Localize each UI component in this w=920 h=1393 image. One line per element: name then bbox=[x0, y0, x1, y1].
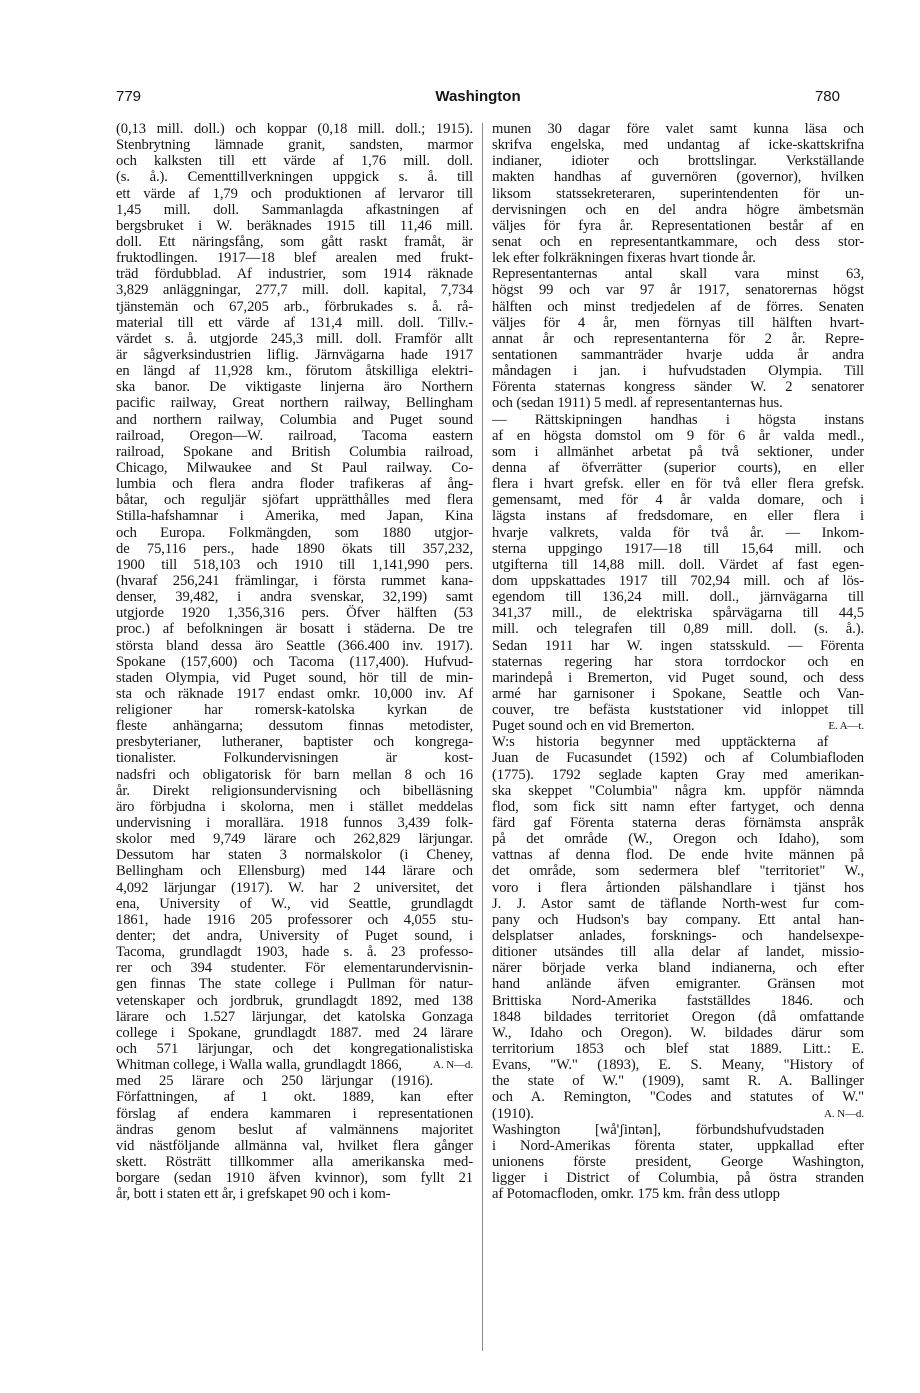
line-text: rer och 394 studenter. För elementarundervisnin- bbox=[116, 960, 473, 977]
line-text: ett värde af 1,79 och produktionen af lervaror till bbox=[116, 185, 473, 202]
text-line bbox=[492, 428, 864, 444]
author-signature: A. N—d. bbox=[824, 1107, 864, 1120]
line-text: Sedan 1911 har W. ingen statsskuld. — Förenta bbox=[492, 637, 864, 654]
line-text: railroad, Spokane and British Columbia railroad, bbox=[116, 443, 473, 460]
text-line bbox=[492, 492, 864, 508]
line-text: största bland dessa äro Seattle (366.400 inv. 1917). bbox=[116, 637, 473, 654]
line-text: 341,37 mill., de elektriska spårvägarna till 44,5 bbox=[492, 605, 864, 622]
line-text: college i Spokane, grundlagdt 1887. med 24 lärare bbox=[116, 1024, 473, 1041]
line-text: äro förbjudna i skolorna, men i stället meddelas bbox=[116, 798, 473, 815]
line-text: proc.) af befolkningen är bosatt i städerna. De tre bbox=[116, 621, 473, 638]
line-text: voro i flera årtionden pälshandlare i tjänst hos bbox=[492, 879, 864, 896]
text-line bbox=[116, 476, 473, 492]
line-text: ena, University of W., vid Seattle, grundlagdt bbox=[116, 895, 473, 912]
text-line bbox=[116, 863, 473, 879]
text-line bbox=[116, 460, 473, 476]
line-text: senat och en representantkammare, och dess stor- bbox=[492, 233, 864, 250]
text-line bbox=[492, 1057, 864, 1073]
text-line bbox=[492, 525, 864, 541]
text-line bbox=[116, 186, 473, 202]
text-line bbox=[492, 799, 864, 815]
text-line bbox=[492, 169, 864, 185]
line-text: (0,13 mill. doll.) och koppar (0,18 mill. doll.; 1915). bbox=[116, 121, 473, 137]
line-text: Evans, "W." (1893), E. S. Meany, "History of bbox=[492, 1057, 864, 1074]
line-text: högst 99 och var 97 år 1917, senatorernas högst bbox=[492, 282, 864, 299]
line-text: unionens förste president, George Washington, bbox=[492, 1154, 864, 1170]
line-text: och Europa. Folkmängden, som 1880 utgjor- bbox=[116, 524, 473, 541]
line-text: ditioner utsändes till alla delar af landet, missio- bbox=[492, 944, 864, 961]
line-text: båtar, och reguljär sjöfart upprätthålles med flera bbox=[116, 492, 473, 509]
text-line bbox=[492, 186, 864, 202]
line-text: munen 30 dagar före valet samt kunna läsa och bbox=[492, 121, 864, 137]
text-line bbox=[116, 137, 473, 153]
text-line bbox=[492, 1041, 864, 1057]
line-text: pany och Hudson's bay company. Ett antal han- bbox=[492, 911, 864, 928]
line-text: närer började verka bland indianerna, och efter bbox=[492, 960, 864, 977]
line-text: vattnas af denna flod. De ende hvite männen på bbox=[492, 847, 864, 864]
text-line bbox=[116, 299, 473, 315]
line-text: och kalksten till ett värde af 1,76 mill. doll. bbox=[116, 153, 473, 170]
text-line bbox=[492, 266, 864, 282]
text-line bbox=[116, 880, 473, 896]
running-head: Washington bbox=[435, 88, 521, 105]
text-line bbox=[492, 1025, 864, 1041]
line-text: pacific railway, Great northern railway, Bellingham bbox=[116, 395, 473, 412]
line-text: och A. Remington, "Codes and statutes of W." bbox=[492, 1089, 864, 1106]
text-line bbox=[492, 638, 864, 654]
line-text: 1848 bildades territoriet Oregon (då omfattande bbox=[492, 1008, 864, 1025]
text-line bbox=[116, 492, 473, 508]
line-text: träd fördubblad. Af industrier, som 1914 räknade bbox=[116, 266, 473, 283]
line-text: territorium 1853 och blef stat 1889. Litt.: E. bbox=[492, 1041, 864, 1058]
text-line bbox=[492, 928, 864, 944]
line-text: presbyterianer, lutheraner, baptister och kongrega- bbox=[116, 734, 473, 751]
text-line bbox=[492, 1170, 864, 1186]
line-text: W., Idaho och Oregon). W. bildades därur som bbox=[492, 1024, 864, 1041]
text-line bbox=[492, 734, 864, 750]
line-text: fruktodlingen. 1917—18 blef arealen med frukt- bbox=[116, 250, 473, 267]
text-line bbox=[116, 976, 473, 992]
text-line bbox=[116, 363, 473, 379]
text-line bbox=[492, 1138, 864, 1154]
text-line bbox=[116, 444, 473, 460]
text-line bbox=[116, 621, 473, 637]
text-line bbox=[492, 218, 864, 234]
line-text: dom uppskattades 1917 till 702,94 mill. och af lös- bbox=[492, 572, 864, 589]
line-text: couver, tre befästa kuststationer vid inloppet till bbox=[492, 702, 864, 719]
text-line bbox=[492, 121, 864, 137]
line-text: utgjorde 1920 1,356,316 pers. Öfver hälften (53 bbox=[116, 605, 473, 622]
line-text: Chicago, Milwaukee and St Paul railway. Co- bbox=[116, 459, 473, 476]
line-text: (hvaraf 256,241 främlingar, i första rummet kana- bbox=[116, 572, 473, 589]
text-line bbox=[116, 960, 473, 976]
line-text: tjänstemän och 67,205 arb., förbrukades s. å. rå- bbox=[116, 298, 473, 315]
line-text: Tacoma, grundlagdt 1903, hade s. å. 23 professo- bbox=[116, 944, 473, 961]
text-line bbox=[116, 218, 473, 234]
text-line bbox=[116, 718, 473, 734]
line-text: hand anlände äfven emigranter. Gränsen mot bbox=[492, 976, 864, 993]
line-text: 1900 till 518,103 och 1910 till 1,141,990 pers. bbox=[116, 556, 473, 573]
text-line bbox=[492, 944, 864, 960]
column-rule bbox=[482, 123, 483, 1351]
line-text: denter; det andra, University of Puget sound, i bbox=[116, 928, 473, 945]
text-line bbox=[492, 783, 864, 799]
line-text: makten handhas af guvernören (governor), hvilken bbox=[492, 169, 864, 186]
text-line bbox=[492, 363, 864, 379]
text-line bbox=[116, 153, 473, 169]
line-text: gen finnas The state college i Pullman för natur- bbox=[116, 976, 473, 993]
line-text: skrifva engelska, med undantag af icke-skattskrifna bbox=[492, 137, 864, 154]
text-line bbox=[492, 1106, 864, 1122]
line-text: Whitman college, i Walla walla, grundlagdt 1866, bbox=[116, 1057, 402, 1074]
line-text: annat år och representanterna för 2 år. Repre- bbox=[492, 330, 864, 347]
line-text: sta och räknade 1917 endast omkr. 10,000 inv. Af bbox=[116, 685, 473, 702]
text-line bbox=[492, 476, 864, 492]
line-text: år. Direkt religionsundervisning och bibelläsning bbox=[116, 782, 473, 799]
text-line bbox=[116, 557, 473, 573]
line-text: Bellingham och Ellensburg) med 144 lärare och bbox=[116, 863, 473, 880]
text-line bbox=[492, 1154, 864, 1170]
text-line bbox=[492, 508, 864, 524]
text-line bbox=[116, 525, 473, 541]
text-line bbox=[492, 896, 864, 912]
line-text: af Potomacfloden, omkr. 175 km. från dess utlopp bbox=[492, 1186, 780, 1203]
text-line bbox=[492, 395, 864, 411]
text-line bbox=[492, 412, 864, 428]
line-text: borgare (sedan 1910 äfven kvinnor), som fyllt 21 bbox=[116, 1170, 473, 1187]
line-text: W:s historia begynner med upptäckterna af bbox=[492, 734, 829, 751]
line-text: 1,45 mill. doll. Sammanlagda afkastningen af bbox=[116, 201, 473, 218]
text-line bbox=[492, 379, 864, 395]
text-line bbox=[492, 960, 864, 976]
line-text: förslag af endera kammaren i representationen bbox=[116, 1105, 473, 1122]
line-text: — Rättskipningen handhas i högsta instans bbox=[492, 411, 864, 428]
line-text: Dessutom har staten 3 normalskolor (i Cheney, bbox=[116, 847, 473, 864]
text-line bbox=[492, 589, 864, 605]
text-line bbox=[492, 347, 864, 363]
text-line bbox=[492, 993, 864, 1009]
line-text: skett. Rösträtt tillkommer alla amerikanska med- bbox=[116, 1154, 473, 1170]
line-text: delsplatser anlades, forsknings- och handelsexpe- bbox=[492, 928, 864, 945]
text-line bbox=[116, 1186, 473, 1202]
text-line bbox=[492, 767, 864, 783]
line-text: undervisning i morallära. 1918 funnos 3,439 folk- bbox=[116, 815, 473, 832]
text-line bbox=[116, 1041, 473, 1057]
text-line bbox=[492, 621, 864, 637]
text-line bbox=[116, 686, 473, 702]
line-text: 1861, hade 1916 205 professorer och 4,055 stu- bbox=[116, 911, 473, 928]
line-text: Puget sound och en vid Bremerton. bbox=[492, 718, 695, 735]
text-line bbox=[492, 605, 864, 621]
text-line bbox=[116, 896, 473, 912]
line-text: (s. å.). Cementtillverkningen uppgick s. å. till bbox=[116, 169, 473, 186]
text-line bbox=[116, 169, 473, 185]
line-text: railroad, Oregon—W. railroad, Tacoma eastern bbox=[116, 427, 473, 444]
text-line bbox=[492, 815, 864, 831]
text-line bbox=[116, 1009, 473, 1025]
line-text: liksom statssekreteraren, superintendenten för un- bbox=[492, 185, 864, 202]
line-text: i Nord-Amerikas förenta stater, uppkallad efter bbox=[492, 1137, 864, 1154]
text-line bbox=[492, 234, 864, 250]
text-line bbox=[116, 315, 473, 331]
line-text: ändras genom beslut af valmännens majoritet bbox=[116, 1121, 473, 1138]
author-signature: E. A—t. bbox=[828, 720, 864, 733]
line-text: mill. och telegrafen till 0,89 mill. doll. (s. å.). bbox=[492, 621, 864, 638]
line-text: år, bott i staten ett år, i grefskapet 90 och i kom- bbox=[116, 1186, 391, 1203]
line-text: gemensamt, med för 4 år valda domare, och i bbox=[492, 492, 864, 509]
line-text: skolor med 9,749 lärare och 262,829 lärjungar. bbox=[116, 831, 473, 848]
line-text: ligger i District of Columbia, på östra stranden bbox=[492, 1170, 864, 1187]
line-text: 3,829 anläggningar, 277,7 mill. doll. kapital, 7,734 bbox=[116, 282, 473, 299]
text-line bbox=[116, 541, 473, 557]
text-line bbox=[116, 1154, 473, 1170]
line-text: marindepå i Bremerton, vid Puget sound, och dess bbox=[492, 669, 864, 686]
text-line bbox=[116, 815, 473, 831]
text-line bbox=[116, 508, 473, 524]
line-text: 4,092 lärjungar (1917). W. har 2 universitet, det bbox=[116, 879, 473, 896]
text-line bbox=[116, 347, 473, 363]
line-text: hälften och minst tredjedelen af de förres. Senaten bbox=[492, 298, 864, 315]
line-text: på det område (W., Oregon och Idaho), som bbox=[492, 831, 864, 848]
page-number-right: 780 bbox=[814, 88, 840, 105]
line-text: flod, som fick sitt namn efter fartyget, och denna bbox=[492, 798, 864, 815]
text-line bbox=[116, 670, 473, 686]
text-line bbox=[116, 944, 473, 960]
text-line bbox=[492, 912, 864, 928]
text-line bbox=[116, 912, 473, 928]
page-number-left: 779 bbox=[116, 88, 142, 105]
text-line bbox=[492, 137, 864, 153]
line-text: ska skeppet "Columbia" några km. uppför nämnda bbox=[492, 782, 864, 799]
line-text: och (sedan 1911) 5 medl. af representanternas hus. bbox=[492, 395, 783, 412]
line-text: J. J. Astor samt de täflande North-west fur com- bbox=[492, 895, 864, 912]
text-line bbox=[116, 1106, 473, 1122]
line-text: armé har garnisoner i Spokane, Seattle och Van- bbox=[492, 685, 864, 702]
text-line bbox=[116, 282, 473, 298]
text-line bbox=[116, 428, 473, 444]
line-text: Stilla-hafshamnar i Amerika, med Japan, Kina bbox=[116, 508, 473, 525]
line-text: indianer, idioter och brottslingar. Verkställande bbox=[492, 153, 864, 170]
line-text: måndagen i jan. i hufvudstaden Olympia. Till bbox=[492, 363, 864, 380]
text-line bbox=[116, 638, 473, 654]
text-line bbox=[116, 331, 473, 347]
line-text: värdet s. å. utgjorde 245,3 mill. doll. Framför allt bbox=[116, 330, 473, 347]
text-line bbox=[492, 331, 864, 347]
text-line bbox=[492, 880, 864, 896]
text-line bbox=[116, 847, 473, 863]
line-text: doll. Ett näringsfång, som gått raskt framåt, är bbox=[116, 233, 473, 250]
line-text: fleste anhängarna; dessutom finnas metodister, bbox=[116, 718, 473, 735]
text-line bbox=[116, 734, 473, 750]
line-text: som i allmänhet arbetat på två sektioner, under bbox=[492, 443, 864, 460]
line-text: Spokane (157,600) och Tacoma (117,400). Hufvud- bbox=[116, 653, 473, 670]
line-text: ska banor. De viktigaste linjerna äro Northern bbox=[116, 379, 473, 396]
text-line bbox=[116, 395, 473, 411]
line-text: staden Olympia, vid Puget sound, hör till de min- bbox=[116, 669, 473, 686]
line-text: vid nästföljande allmänna val, hvilket flera gånger bbox=[116, 1137, 473, 1154]
text-line bbox=[116, 573, 473, 589]
text-line bbox=[492, 250, 864, 266]
line-text: en längd af 11,928 km., förutom åtskilliga elektri- bbox=[116, 363, 473, 380]
text-line bbox=[492, 831, 864, 847]
line-text: Förenta staternas kongress sänder W. 2 senatorer bbox=[492, 379, 864, 396]
text-line bbox=[116, 831, 473, 847]
text-line bbox=[492, 282, 864, 298]
line-text: lärare och 1.527 lärjungar, det katolska Gonzaga bbox=[116, 1008, 473, 1025]
text-line bbox=[116, 799, 473, 815]
line-text: det område, som sedermera blef "territoriet" W., bbox=[492, 863, 864, 880]
text-line bbox=[116, 234, 473, 250]
text-line bbox=[492, 573, 864, 589]
line-text: nadsfri och obligatorisk för barn mellan 8 och 16 bbox=[116, 766, 473, 783]
text-line bbox=[116, 266, 473, 282]
line-text: bergsbruket i W. beräknades 1915 till 11,46 mill. bbox=[116, 217, 473, 234]
page-header bbox=[116, 88, 840, 110]
line-text: staternas regering har stora torrdockor och en bbox=[492, 653, 864, 670]
line-text: Representanternas antal skall vara minst 63, bbox=[492, 266, 864, 283]
text-line bbox=[116, 654, 473, 670]
line-text: denser, 39,482, i andra svenskar, 32,199) samt bbox=[116, 589, 473, 606]
text-line bbox=[116, 783, 473, 799]
author-signature: A. N—d. bbox=[433, 1059, 473, 1072]
text-line bbox=[492, 976, 864, 992]
line-text: denna af öfverrätter (superior courts), en eller bbox=[492, 459, 864, 476]
line-text: sterna uppgingo 1917—18 till 15,64 mill. och bbox=[492, 540, 864, 557]
line-text: sentationen sammanträder hvarje udda år andra bbox=[492, 346, 864, 363]
text-line bbox=[492, 1073, 864, 1089]
text-line bbox=[492, 557, 864, 573]
text-line bbox=[116, 1138, 473, 1154]
line-text: väljes för fyra år. Representationen består af en bbox=[492, 217, 864, 234]
line-text: lägsta instans af fredsdomare, en eller flera i bbox=[492, 508, 864, 525]
text-line bbox=[492, 1009, 864, 1025]
line-text: tionalister. Folkundervisningen är kost- bbox=[116, 750, 473, 767]
line-text: Washington [wå'ʃintən], förbundshufvudstaden bbox=[492, 1121, 825, 1138]
text-line bbox=[492, 541, 864, 557]
text-line bbox=[492, 654, 864, 670]
line-text: the state of W." (1909), samt R. A. Ballinger bbox=[492, 1073, 864, 1090]
text-line bbox=[116, 928, 473, 944]
line-text: (1775). 1792 seglade kapten Gray med amerikan- bbox=[492, 766, 864, 783]
line-text: Juan de Fucasundet (1592) och af Columbiafloden bbox=[492, 750, 864, 767]
text-line bbox=[116, 1170, 473, 1186]
text-line bbox=[116, 412, 473, 428]
left-column bbox=[116, 121, 473, 1357]
text-line bbox=[116, 1073, 473, 1089]
line-text: och 571 lärjungar, och det kongregationalistiska bbox=[116, 1041, 473, 1058]
text-line bbox=[492, 863, 864, 879]
line-text: vetenskaper och jordbruk, grundlagdt 1892, med 138 bbox=[116, 992, 473, 1009]
text-line bbox=[116, 589, 473, 605]
text-line bbox=[116, 750, 473, 766]
text-line bbox=[492, 670, 864, 686]
text-line bbox=[492, 847, 864, 863]
text-line bbox=[492, 1122, 864, 1138]
line-text: dervisningen och en del andra högre ämbetsmän bbox=[492, 201, 864, 218]
text-line bbox=[492, 686, 864, 702]
line-text: af en högsta domstol om 9 för 6 år valda medl., bbox=[492, 427, 864, 444]
line-text: väljes för 4 år, men förnyas till hälften hvart- bbox=[492, 314, 864, 331]
text-line bbox=[116, 202, 473, 218]
text-line bbox=[116, 993, 473, 1009]
text-line bbox=[492, 153, 864, 169]
line-text: Stenbrytning lämnade granit, sandsten, marmor bbox=[116, 137, 473, 154]
text-line bbox=[492, 460, 864, 476]
line-text: hvarje valkrets, valda för två år. — Inkom- bbox=[492, 524, 864, 541]
text-line bbox=[116, 702, 473, 718]
text-line bbox=[116, 767, 473, 783]
line-text: lek efter folkräkningen fixeras hvart tionde år. bbox=[492, 250, 756, 267]
text-line bbox=[492, 444, 864, 460]
line-text: flera i hvart grefsk. eller en för två eller flera grefsk. bbox=[492, 476, 864, 493]
text-line bbox=[492, 202, 864, 218]
line-text: Brittiska Nord-Amerika fastställdes 1846. och bbox=[492, 992, 864, 1009]
line-text: Författningen, af 1 okt. 1889, kan efter bbox=[116, 1089, 473, 1106]
text-line bbox=[116, 1089, 473, 1105]
line-text: lumbia och flera andra floder trafikeras af ång- bbox=[116, 476, 473, 493]
text-line bbox=[492, 1186, 864, 1202]
text-line bbox=[492, 750, 864, 766]
line-text: and northern railway, Columbia and Puget sound bbox=[116, 411, 473, 428]
text-line bbox=[492, 1089, 864, 1105]
text-line bbox=[116, 1122, 473, 1138]
text-line bbox=[116, 121, 473, 137]
line-text: material till ett värde af 131,4 mill. doll. Tillv.- bbox=[116, 314, 473, 331]
text-line bbox=[116, 1057, 473, 1073]
right-column bbox=[492, 121, 864, 1357]
line-text: religioner har romersk-katolska kyrkan de bbox=[116, 702, 473, 719]
line-text: utgifterna till 14,88 mill. doll. Värdet af fast egen- bbox=[492, 556, 864, 573]
text-line bbox=[116, 379, 473, 395]
text-line bbox=[116, 1025, 473, 1041]
line-text: färd gaf Förenta staterna deras förnämsta anspråk bbox=[492, 815, 864, 832]
text-line bbox=[116, 250, 473, 266]
text-line bbox=[492, 299, 864, 315]
line-text: (1910). bbox=[492, 1105, 534, 1122]
text-line bbox=[492, 718, 864, 734]
line-text: med 25 lärare och 250 lärjungar (1916). bbox=[116, 1073, 434, 1090]
line-text: egendom till 136,24 mill. doll., järnvägarna till bbox=[492, 589, 864, 606]
line-text: är sågverksindustrien liflig. Järnvägarna hade 1917 bbox=[116, 346, 473, 363]
line-text: de 75,116 pers., hade 1890 ökats till 357,232, bbox=[116, 540, 473, 557]
text-line bbox=[492, 702, 864, 718]
text-line bbox=[116, 605, 473, 621]
text-line bbox=[492, 315, 864, 331]
